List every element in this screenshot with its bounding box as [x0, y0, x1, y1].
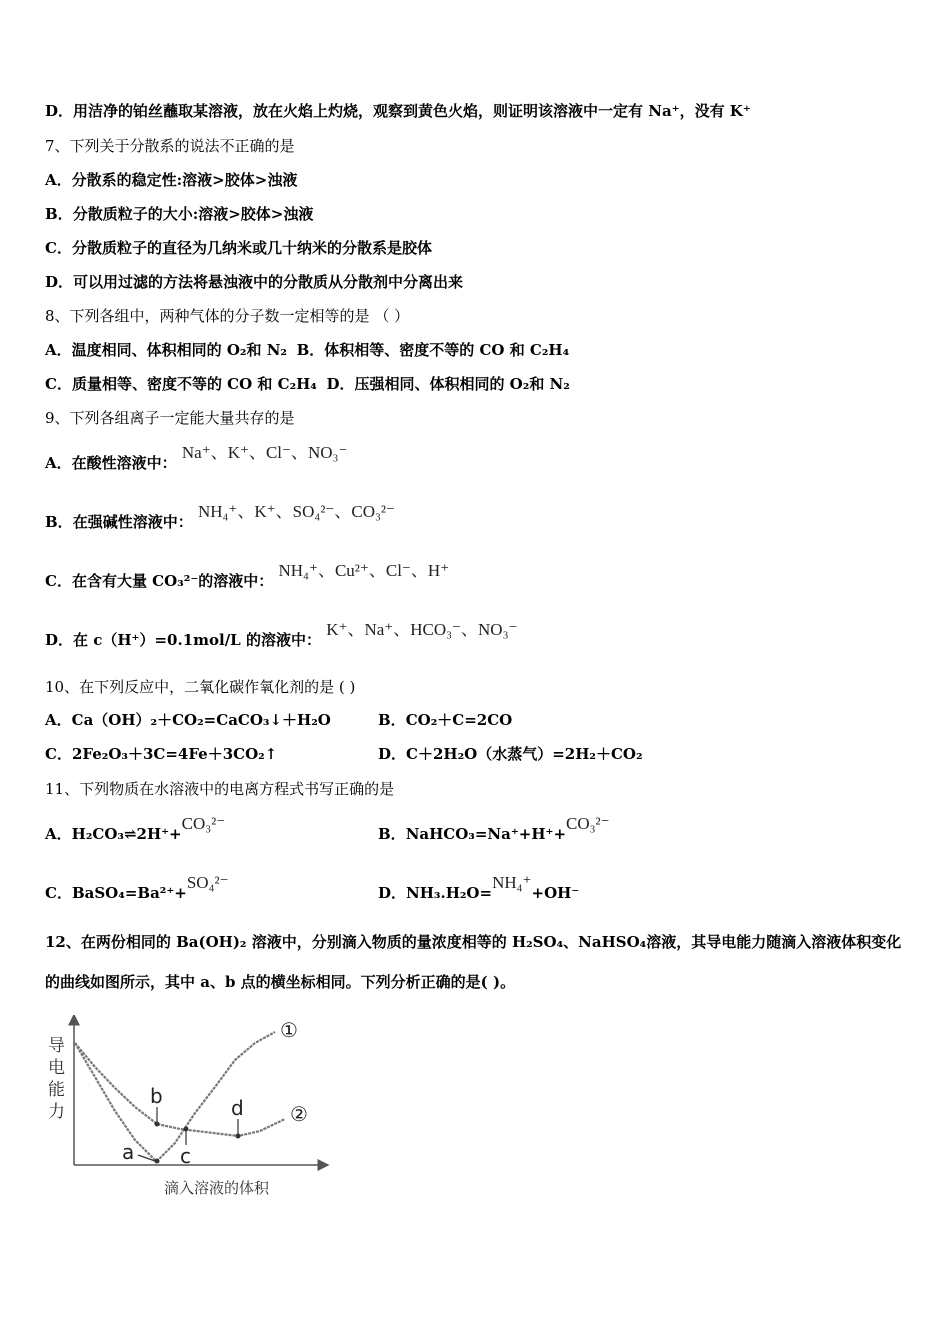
x-axis-label: 滴入溶液的体积: [164, 1179, 270, 1197]
option-label: C．: [45, 572, 72, 590]
option-text: 在酸性溶液中：: [71, 454, 177, 472]
q11-option-c: [45, 873, 229, 903]
q9-option-a: [45, 443, 348, 473]
option-text: 在含有大量 CO₃²⁻的溶液中：: [71, 572, 274, 590]
ion: H⁺: [427, 561, 450, 580]
option-label: C．: [45, 239, 72, 257]
option-label: D．: [45, 102, 74, 120]
q7-option-c: [45, 238, 432, 258]
option-text: 分散系的稳定性:溶液>胶体>浊液: [71, 171, 298, 189]
q10-stem: 10、在下列反应中，二氧化碳作氧化剂的是 ( ): [45, 678, 356, 696]
q7-option-d: [45, 272, 463, 292]
q8-option-a-text: 温度相同、体积相同的 O₂和 N₂: [71, 341, 288, 359]
option-label: D．: [45, 631, 74, 649]
q7-stem: 7、下列关于分散系的说法不正确的是: [45, 137, 295, 155]
option-label: C．: [45, 375, 72, 393]
point-a: [155, 1159, 160, 1164]
curve-2: [75, 1043, 285, 1136]
point-b-label: b: [150, 1084, 163, 1108]
q8-option-d-text: 压强相同、体积相同的 O₂和 N₂: [354, 375, 570, 393]
option-tail: +OH⁻: [531, 884, 580, 902]
curve-2-label: ②: [290, 1102, 308, 1126]
option-label: D．: [45, 273, 74, 291]
ion: Cl⁻: [265, 443, 291, 462]
option-label: C．: [45, 884, 72, 902]
ion: Cl⁻: [385, 561, 411, 580]
ion-list: NH₄⁺、K⁺、SO₄²⁻、CO₃²⁻: [197, 502, 396, 521]
ion: K⁺: [254, 502, 276, 521]
y-axis-label-1: 导: [48, 1036, 65, 1056]
q9-option-c: [45, 561, 450, 591]
option-text: C＋2H₂O（水蒸气）=2H₂＋CO₂: [406, 745, 643, 763]
option-text: 分散质粒子的大小:溶液>胶体>浊液: [72, 205, 314, 223]
ion: NO₃⁻: [307, 443, 348, 462]
option-text: 2Fe₂O₃＋3C=4Fe＋3CO₂↑: [71, 745, 278, 763]
option-label: D．: [378, 884, 407, 902]
ion: Na⁺: [181, 443, 211, 462]
option-text: 在 c（H⁺）=0.1mol/L 的溶液中：: [73, 631, 321, 649]
ion: K⁺: [326, 620, 348, 639]
ion: NH₄⁺: [278, 561, 318, 580]
q10-option-d: [378, 744, 643, 764]
q8-option-b-text: 体积相等、密度不等的 CO 和 C₂H₄: [324, 341, 570, 359]
ion: NH₄⁺: [492, 873, 532, 892]
q11-option-b: [378, 814, 610, 844]
q8-stem: 8、下列各组中，两种气体的分子数一定相等的是 （ ）: [45, 307, 410, 325]
option-label: B．: [45, 513, 73, 531]
curve-1-label: ①: [280, 1018, 298, 1042]
q9-option-b: [45, 502, 396, 532]
option-label: B．: [296, 341, 325, 359]
option-text: H₂CO₃⇌2H⁺+: [71, 825, 182, 843]
q12-stem: 12、在两份相同的 Ba(OH)₂ 溶液中，分别滴入物质的量浓度相等的 H₂SO₄、NaHSO₄溶液，其导电能力随滴入溶液体积变化的曲线如图所示，其中 a、b 点的横坐标相同。下列分析正确的是( )。: [45, 933, 902, 991]
curve-1: [75, 1032, 275, 1161]
option-text: NH₃.H₂O=: [406, 884, 493, 902]
option-text: 在强碱性溶液中：: [72, 513, 193, 531]
option-label: B．: [378, 825, 406, 843]
ion: NH₄⁺: [197, 502, 238, 521]
ion-list: K⁺、Na⁺、HCO₃⁻、NO₃⁻: [326, 620, 518, 639]
option-label: B．: [378, 711, 406, 729]
q10-option-c: [45, 744, 277, 764]
option-text: 可以用过滤的方法将悬浊液中的分散质从分散剂中分离出来: [73, 273, 464, 291]
q11-option-d: [378, 873, 580, 903]
ion: HCO₃⁻: [410, 620, 462, 639]
option-label: A．: [45, 171, 72, 189]
option-label: C．: [45, 745, 72, 763]
option-text: Ca（OH）₂＋CO₂=CaCO₃↓＋H₂O: [71, 711, 331, 729]
option-text: NaHCO₃=Na⁺+H⁺+: [405, 825, 567, 843]
option-label: A．: [45, 825, 72, 843]
option-text: 分散质粒子的直径为几纳米或几十纳米的分散系是胶体: [71, 239, 432, 257]
option-label: D．: [378, 745, 407, 763]
ion: NO₃⁻: [478, 620, 518, 639]
point-d-label: d: [231, 1096, 244, 1120]
q11-stem: 11、下列物质在水溶液中的电离方程式书写正确的是: [45, 780, 395, 798]
q7-option-b: [45, 204, 313, 224]
ion: Cu²⁺: [334, 561, 369, 580]
ion: CO₃²⁻: [566, 814, 610, 833]
q8-options-line-1: [45, 340, 569, 360]
point-c-label: c: [180, 1144, 191, 1168]
ion: CO₃²⁻: [181, 814, 226, 833]
point-a-label: a: [122, 1140, 135, 1164]
option-label: B．: [45, 205, 73, 223]
y-axis-label-2: 电: [48, 1058, 65, 1078]
q10-option-b: [378, 710, 512, 730]
ion: SO₄²⁻: [292, 502, 335, 521]
ion: K⁺: [227, 443, 249, 462]
q7-option-a: [45, 170, 297, 190]
q9-stem: 9、下列各组离子一定能大量共存的是: [45, 409, 295, 427]
q8-option-c-text: 质量相等、密度不等的 CO 和 C₂H₄: [71, 375, 317, 393]
q11-option-a: [45, 814, 226, 844]
y-axis-label-3: 能: [48, 1080, 65, 1100]
q10-option-a: [45, 710, 331, 730]
ion-list: NH₄⁺、Cu²⁺、Cl⁻、H⁺: [278, 561, 450, 580]
ion-list: Na⁺、K⁺、Cl⁻、NO₃⁻: [181, 443, 348, 462]
option-label: D．: [326, 375, 355, 393]
q12-figure: [40, 1015, 340, 1205]
y-axis-label-4: 力: [48, 1102, 65, 1122]
option-text: 用洁净的铂丝蘸取某溶液，放在火焰上灼烧，观察到黄色火焰，则证明该溶液中一定有 Na⁺，没有 K⁺: [73, 102, 751, 120]
option-text: BaSO₄=Ba²⁺+: [71, 884, 187, 902]
q9-option-d: [45, 620, 518, 650]
ion: Na⁺: [364, 620, 394, 639]
q8-options-line-2: [45, 374, 570, 394]
ion: SO₄²⁻: [186, 873, 229, 892]
ion: CO₃²⁻: [351, 502, 396, 521]
option-label: A．: [45, 711, 72, 729]
option-text: CO₂＋C=2CO: [405, 711, 513, 729]
option-label: A．: [45, 454, 72, 472]
prev-option-d: [45, 101, 751, 121]
option-label: A．: [45, 341, 72, 359]
